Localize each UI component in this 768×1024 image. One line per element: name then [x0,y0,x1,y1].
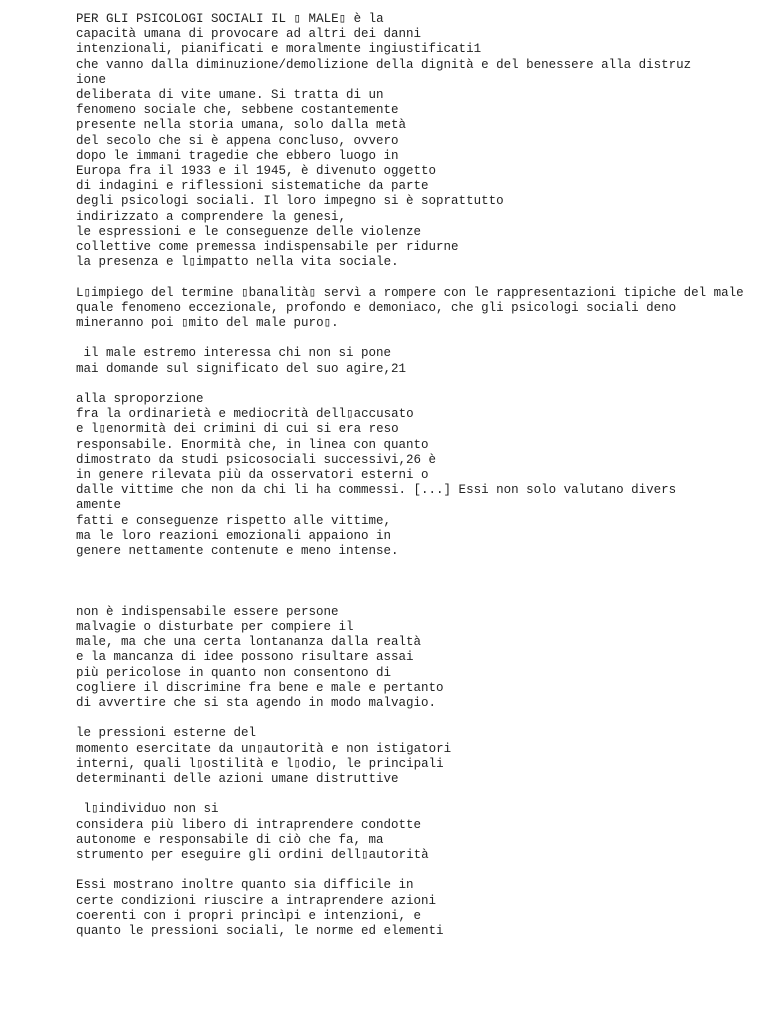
text-line: fatti e conseguenze rispetto alle vittime, [76,513,392,528]
text-line: momento esercitate da un▯autorità e non istigatori [76,741,452,756]
paragraph-individual [76,802,756,863]
text-line: capacità umana di provocare ad altri dei danni [76,27,422,42]
text-line: considera più libero di intraprendere condotte [76,817,422,832]
text-line: dalle vittime che non da chi li ha commessi. [...] Essi non solo valutano divers [76,483,677,498]
text-line: il male estremo interessa chi non si pone [76,346,392,361]
text-line: L▯impiego del termine ▯banalità▯ servì a rompere con le rappresentazioni tipiche del male [76,285,744,300]
text-line: quale fenomeno eccezionale, profondo e demoniaco, che gli psicologi sociali deno [76,300,677,315]
text-line: malvagie o disturbate per compiere il [76,620,354,635]
text-line: cogliere il discrimine fra bene e male e pertanto [76,680,444,695]
paragraph-banality [76,286,756,332]
paragraph-disproportion [76,392,756,559]
paragraph-not-evil-persons [76,605,756,711]
text-line: autonome e responsabile di ciò che fa, ma [76,832,384,847]
text-line: di avvertire che si sta agendo in modo malvagio. [76,696,437,711]
text-line: di indagini e riflessioni sistematiche da parte [76,179,429,194]
text-line: fra la ordinarietà e mediocrità dell▯accusato [76,407,414,422]
text-line: degli psicologi sociali. Il loro impegno si è soprattutto [76,194,504,209]
text-line: determinanti delle azioni umane distruttive [76,772,399,787]
text-line: responsabile. Enormità che, in linea con quanto [76,437,429,452]
text-line: dimostrato da studi psicosociali successivi,26 è [76,452,437,467]
paragraph-social-pressures [76,878,756,939]
text-line: interni, quali l▯ostilità e l▯odio, le principali [76,756,444,771]
text-line: dopo le immani tragedie che ebbero luogo in [76,148,399,163]
text-line: le espressioni e le conseguenze delle violenze [76,224,422,239]
text-line: alla sproporzione [76,392,204,407]
text-line: deliberata di vite umane. Si tratta di un [76,88,384,103]
text-line: strumento per eseguire gli ordini dell▯autorità [76,848,429,863]
text-line: che vanno dalla diminuzione/demolizione della dignità e del benessere alla distruz [76,57,692,72]
text-line: collettive come premessa indispensabile per ridurne [76,240,459,255]
text-line: in genere rilevata più da osservatori esterni o [76,468,429,483]
text-line: coerenti con i propri princìpi e intenzioni, e [76,908,422,923]
text-line: Essi mostrano inoltre quanto sia difficile in [76,878,414,893]
text-line: quanto le pressioni sociali, le norme ed elementi [76,924,444,939]
text-line: amente [76,498,122,513]
text-line: intenzionali, pianificati e moralmente ingiustificati1 [76,42,482,57]
paragraph-extreme-evil [76,346,756,376]
text-line: non è indispensabile essere persone [76,604,339,619]
text-line: mai domande sul significato del suo agire,21 [76,361,407,376]
text-line: e la mancanza di idee possono risultare assai [76,650,414,665]
text-line: e l▯enormità dei crimini di cui si era reso [76,422,399,437]
text-line: ione [76,72,107,87]
text-line: genere nettamente contenute e meno intense. [76,544,399,559]
document-page [76,12,756,954]
paragraph-external-pressures [76,726,756,787]
text-line: male, ma che una certa lontananza dalla realtà [76,635,422,650]
text-line: le pressioni esterne del [76,726,257,741]
text-line: fenomeno sociale che, sebbene costantemente [76,103,399,118]
text-line: indirizzato a comprendere la genesi, [76,209,347,224]
text-line: PER GLI PSICOLOGI SOCIALI IL ▯ MALE▯ è la [76,12,384,26]
text-line: ma le loro reazioni emozionali appaiono in [76,528,392,543]
paragraph-definition-of-evil [76,12,756,270]
text-line: mineranno poi ▯mito del male puro▯. [76,316,339,331]
text-line: la presenza e l▯impatto nella vita sociale. [76,255,399,270]
text-line: del secolo che si è appena concluso, ovvero [76,133,399,148]
text-line: presente nella storia umana, solo dalla metà [76,118,407,133]
text-line: certe condizioni riuscire a intraprendere azioni [76,893,437,908]
text-line: più pericolose in quanto non consentono di [76,665,392,680]
text-line: Europa fra il 1933 e il 1945, è divenuto oggetto [76,164,437,179]
text-line: l▯individuo non si [76,802,219,817]
